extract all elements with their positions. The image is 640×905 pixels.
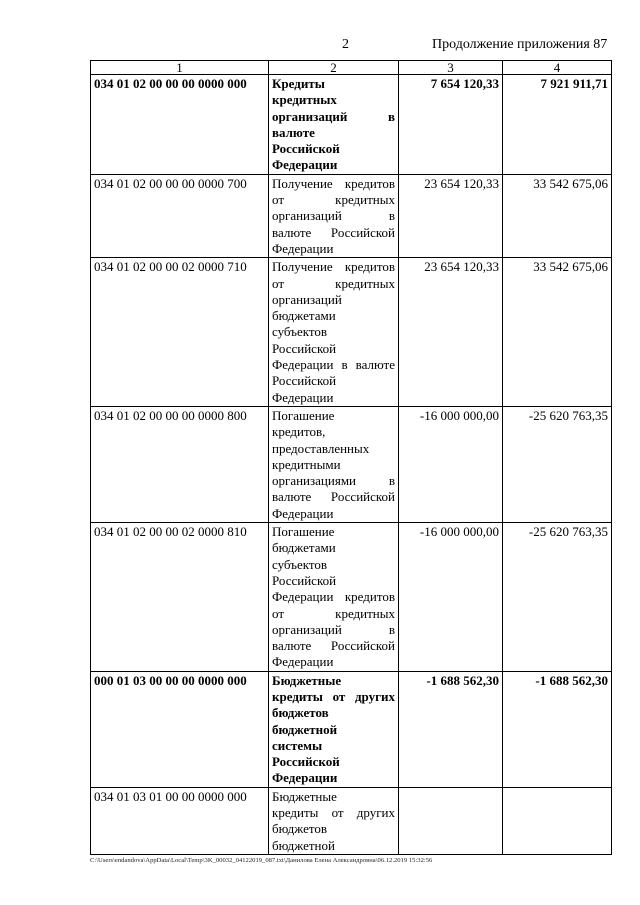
item-name-line: Федерации: [272, 389, 334, 405]
page-number: 2: [342, 37, 349, 52]
item-name-line: кредиты от других: [272, 688, 395, 704]
item-name-line: системы: [272, 737, 323, 753]
value-2020-cell: 33 542 675,06: [503, 258, 612, 407]
item-name-line: Федерации кредитов: [272, 589, 395, 605]
item-name-line: субъектов: [272, 324, 328, 340]
table-row: [91, 671, 612, 787]
item-name-line: от кредитных: [272, 275, 395, 291]
item-name-line: Бюджетные: [272, 672, 342, 688]
item-name-line: бюджетной: [272, 837, 335, 853]
table-row: [91, 258, 612, 407]
column-number-cell: 1: [91, 61, 269, 75]
item-name-cell: [269, 523, 399, 672]
item-name-line: организаций в: [272, 208, 395, 224]
item-name-line: бюджетной: [272, 721, 338, 737]
item-name-line: Получение кредитов: [272, 175, 395, 191]
value-2020-cell: -25 620 763,35: [503, 406, 612, 522]
column-number-cell: 3: [399, 61, 503, 75]
item-name-line: Российской: [272, 340, 337, 356]
item-name-line: Российской: [272, 754, 340, 770]
item-name-line: Федерации: [272, 157, 338, 173]
item-name-line: организаций в: [272, 621, 395, 637]
value-2019-cell: 23 654 120,33: [399, 174, 503, 257]
value-2020-cell: 7 921 911,71: [503, 75, 612, 175]
item-name-line: бюджетами: [272, 308, 336, 324]
budget-code-cell: 034 01 03 01 00 00 0000 000: [91, 787, 269, 854]
item-name-line: кредитными: [272, 456, 341, 472]
item-name-line: Получение кредитов: [272, 259, 395, 275]
item-name-cell: [269, 671, 399, 787]
value-2019-cell: 23 654 120,33: [399, 258, 503, 407]
column-number-row: [91, 61, 612, 75]
item-name-line: организаций в: [272, 108, 395, 124]
item-name-line: Федерации: [272, 654, 334, 670]
column-number-cell: 2: [269, 61, 399, 75]
budget-code-cell: 000 01 03 00 00 00 0000 000: [91, 671, 269, 787]
column-number-cell: 4: [503, 61, 612, 75]
value-2019-cell: -16 000 000,00: [399, 523, 503, 672]
value-2020-cell: -1 688 562,30: [503, 671, 612, 787]
item-name-line: бюджетов: [272, 705, 329, 721]
table-row: [91, 174, 612, 257]
item-name-line: кредитных: [272, 92, 337, 108]
value-2019-cell: -16 000 000,00: [399, 406, 503, 522]
item-name-line: Федерации в валюте: [272, 357, 395, 373]
item-name-cell: [269, 406, 399, 522]
table-row: [91, 523, 612, 672]
budget-code-cell: 034 01 02 00 00 00 0000 700: [91, 174, 269, 257]
item-name-line: Кредиты: [272, 76, 325, 91]
item-name-line: Российской: [272, 572, 337, 588]
item-name-line: бюджетов: [272, 821, 328, 837]
item-name-line: валюте Российской: [272, 638, 395, 654]
table-row: [91, 75, 612, 175]
item-name-cell: [269, 75, 399, 175]
value-2019-cell: 7 654 120,33: [399, 75, 503, 175]
budget-code-cell: 034 01 02 00 00 00 0000 000: [91, 75, 269, 175]
value-2020-cell: 33 542 675,06: [503, 174, 612, 257]
item-name-line: кредитов,: [272, 424, 326, 440]
item-name-line: Российской: [272, 373, 337, 389]
item-name-line: Федерации: [272, 240, 334, 256]
item-name-line: бюджетами: [272, 540, 336, 556]
value-2019-cell: [399, 787, 503, 854]
budget-code-cell: 034 01 02 00 00 02 0000 710: [91, 258, 269, 407]
item-name-line: Погашение: [272, 524, 335, 540]
item-name-line: валюте Российской: [272, 224, 395, 240]
value-2020-cell: [503, 787, 612, 854]
item-name-line: от кредитных: [272, 605, 395, 621]
item-name-line: организаций: [272, 291, 342, 307]
item-name-line: Погашение: [272, 407, 335, 423]
continuation-caption: Продолжение приложения 87: [432, 37, 608, 52]
item-name-line: Федерации: [272, 505, 334, 521]
budget-code-cell: 034 01 02 00 00 00 0000 800: [91, 406, 269, 522]
value-2019-cell: -1 688 562,30: [399, 671, 503, 787]
item-name-line: от кредитных: [272, 192, 395, 208]
item-name-line: Федерации: [272, 770, 338, 786]
item-name-cell: [269, 787, 399, 854]
item-name-line: Российской: [272, 141, 340, 157]
item-name-line: кредиты от других: [272, 805, 395, 821]
budget-sources-table: [90, 60, 612, 855]
item-name-cell: [269, 258, 399, 407]
item-name-line: валюте Российской: [272, 489, 395, 505]
item-name-line: субъектов: [272, 556, 328, 572]
value-2020-cell: -25 620 763,35: [503, 523, 612, 672]
item-name-cell: [269, 174, 399, 257]
item-name-line: валюте: [272, 124, 315, 140]
table-row: [91, 787, 612, 854]
table-row: [91, 406, 612, 522]
file-path-footer: C:\Users\endandova\AppData\Local\Temp\3K_00032_04122019_087.txt\Данилова Елена Александровна\06.12.2019 15:32:56: [90, 857, 433, 864]
item-name-line: предоставленных: [272, 440, 370, 456]
item-name-line: организациями в: [272, 473, 395, 489]
budget-code-cell: 034 01 02 00 00 02 0000 810: [91, 523, 269, 672]
item-name-line: Бюджетные: [272, 788, 337, 804]
